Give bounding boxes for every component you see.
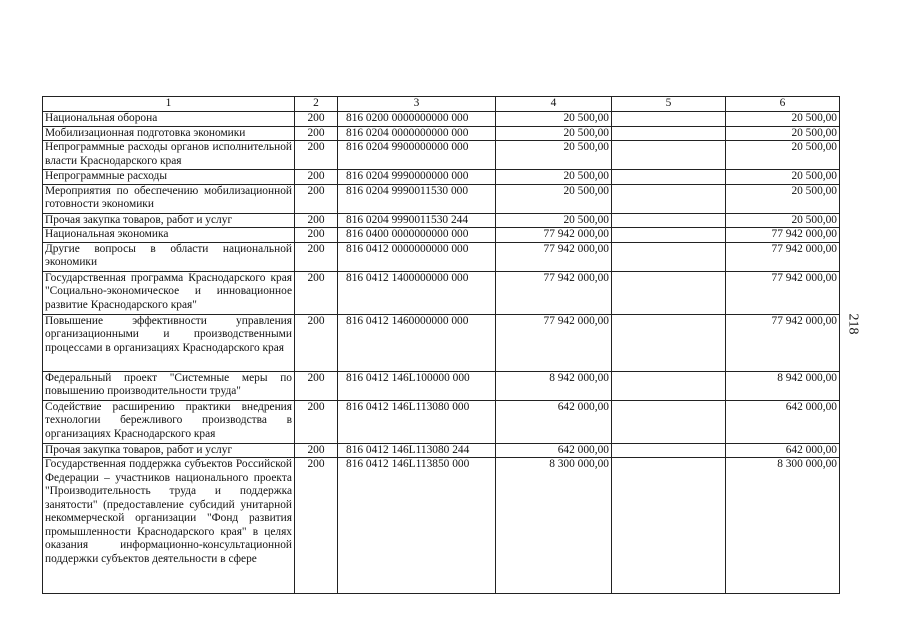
amount-cell: [612, 314, 726, 371]
code-cell: 200: [295, 242, 338, 271]
name-cell: Государственная поддержка субъектов Российской Федерации – участников национального проекта "Производительность труда и поддержка занятости" (предоставление субсидий унитарной некоммерческой организации "Фонд развития промышленности Краснодарского края" в целях оказания информационно-консультационной поддержки субъектов деятельности в сфере: [43, 458, 295, 594]
amount-cell: 20 500,00: [496, 170, 612, 185]
code-cell: 200: [295, 400, 338, 443]
amount-cell: [612, 400, 726, 443]
name-cell: Национальная оборона: [43, 112, 295, 127]
classification-cell: 816 0204 9900000000 000: [338, 141, 496, 170]
amount-cell: 642 000,00: [726, 443, 840, 458]
amount-cell: 8 300 000,00: [726, 458, 840, 594]
amount-cell: 642 000,00: [726, 400, 840, 443]
amount-cell: 20 500,00: [726, 184, 840, 213]
amount-cell: 8 300 000,00: [496, 458, 612, 594]
code-cell: 200: [295, 228, 338, 243]
header-cell: 3: [338, 97, 496, 112]
amount-cell: [612, 213, 726, 228]
table-row: [43, 242, 840, 271]
code-cell: 200: [295, 371, 338, 400]
amount-cell: [612, 141, 726, 170]
classification-cell: 816 0412 0000000000 000: [338, 242, 496, 271]
amount-cell: [612, 170, 726, 185]
table-row: [43, 400, 840, 443]
classification-cell: 816 0412 146L113850 000: [338, 458, 496, 594]
table-row: [43, 458, 840, 594]
amount-cell: 20 500,00: [726, 112, 840, 127]
classification-cell: 816 0412 146L100000 000: [338, 371, 496, 400]
amount-cell: [612, 443, 726, 458]
code-cell: 200: [295, 170, 338, 185]
code-cell: 200: [295, 314, 338, 371]
amount-cell: [612, 184, 726, 213]
name-cell: Непрограммные расходы органов исполнительной власти Краснодарского края: [43, 141, 295, 170]
table-row: [43, 314, 840, 371]
code-cell: 200: [295, 271, 338, 314]
code-cell: 200: [295, 458, 338, 594]
code-cell: 200: [295, 141, 338, 170]
table-header-row: [43, 97, 840, 112]
amount-cell: 77 942 000,00: [496, 228, 612, 243]
code-cell: 200: [295, 184, 338, 213]
table-row: [43, 170, 840, 185]
amount-cell: [612, 371, 726, 400]
amount-cell: 20 500,00: [496, 112, 612, 127]
table-row: [43, 371, 840, 400]
name-cell: Федеральный проект "Системные меры по повышению производительности труда": [43, 371, 295, 400]
amount-cell: 77 942 000,00: [496, 242, 612, 271]
classification-cell: 816 0412 146L113080 000: [338, 400, 496, 443]
classification-cell: 816 0204 9990000000 000: [338, 170, 496, 185]
amount-cell: [612, 271, 726, 314]
classification-cell: 816 0204 0000000000 000: [338, 126, 496, 141]
table-row: [43, 112, 840, 127]
amount-cell: 20 500,00: [496, 126, 612, 141]
amount-cell: 642 000,00: [496, 400, 612, 443]
table-row: [43, 271, 840, 314]
table-row: [43, 213, 840, 228]
amount-cell: 77 942 000,00: [726, 242, 840, 271]
name-cell: Государственная программа Краснодарского края "Социально-экономическое и инновационное развитие Краснодарского края": [43, 271, 295, 314]
code-cell: 200: [295, 443, 338, 458]
name-cell: Повышение эффективности управления организационными и производственными процессами в организациях Краснодарского края: [43, 314, 295, 371]
classification-cell: 816 0400 0000000000 000: [338, 228, 496, 243]
classification-cell: 816 0412 1400000000 000: [338, 271, 496, 314]
name-cell: Мероприятия по обеспечению мобилизационной готовности экономики: [43, 184, 295, 213]
amount-cell: 642 000,00: [496, 443, 612, 458]
header-cell: 4: [496, 97, 612, 112]
code-cell: 200: [295, 112, 338, 127]
header-cell: 2: [295, 97, 338, 112]
budget-table: [42, 96, 840, 594]
amount-cell: 20 500,00: [496, 213, 612, 228]
page-number: 218: [845, 313, 861, 335]
amount-cell: 8 942 000,00: [496, 371, 612, 400]
amount-cell: [612, 458, 726, 594]
header-cell: 5: [612, 97, 726, 112]
name-cell: Национальная экономика: [43, 228, 295, 243]
amount-cell: 77 942 000,00: [726, 314, 840, 371]
table-body: [43, 97, 840, 594]
name-cell: Прочая закупка товаров, работ и услуг: [43, 443, 295, 458]
amount-cell: 8 942 000,00: [726, 371, 840, 400]
header-cell: 6: [726, 97, 840, 112]
amount-cell: [612, 112, 726, 127]
amount-cell: [612, 242, 726, 271]
amount-cell: 20 500,00: [496, 141, 612, 170]
name-cell: Прочая закупка товаров, работ и услуг: [43, 213, 295, 228]
name-cell: Непрограммные расходы: [43, 170, 295, 185]
table-row: [43, 141, 840, 170]
amount-cell: 20 500,00: [726, 126, 840, 141]
amount-cell: 77 942 000,00: [496, 271, 612, 314]
classification-cell: 816 0204 9990011530 244: [338, 213, 496, 228]
classification-cell: 816 0412 146L113080 244: [338, 443, 496, 458]
amount-cell: [612, 126, 726, 141]
amount-cell: 77 942 000,00: [726, 228, 840, 243]
classification-cell: 816 0200 0000000000 000: [338, 112, 496, 127]
classification-cell: 816 0412 1460000000 000: [338, 314, 496, 371]
amount-cell: 20 500,00: [496, 184, 612, 213]
name-cell: Содействие расширению практики внедрения технологии бережливого производства в организациях Краснодарского края: [43, 400, 295, 443]
name-cell: Мобилизационная подготовка экономики: [43, 126, 295, 141]
code-cell: 200: [295, 213, 338, 228]
header-cell: 1: [43, 97, 295, 112]
amount-cell: 20 500,00: [726, 213, 840, 228]
table-row: [43, 228, 840, 243]
table-row: [43, 184, 840, 213]
amount-cell: 20 500,00: [726, 141, 840, 170]
classification-cell: 816 0204 9990011530 000: [338, 184, 496, 213]
amount-cell: [612, 228, 726, 243]
amount-cell: 77 942 000,00: [726, 271, 840, 314]
table-row: [43, 443, 840, 458]
amount-cell: 20 500,00: [726, 170, 840, 185]
code-cell: 200: [295, 126, 338, 141]
amount-cell: 77 942 000,00: [496, 314, 612, 371]
table-row: [43, 126, 840, 141]
name-cell: Другие вопросы в области национальной экономики: [43, 242, 295, 271]
